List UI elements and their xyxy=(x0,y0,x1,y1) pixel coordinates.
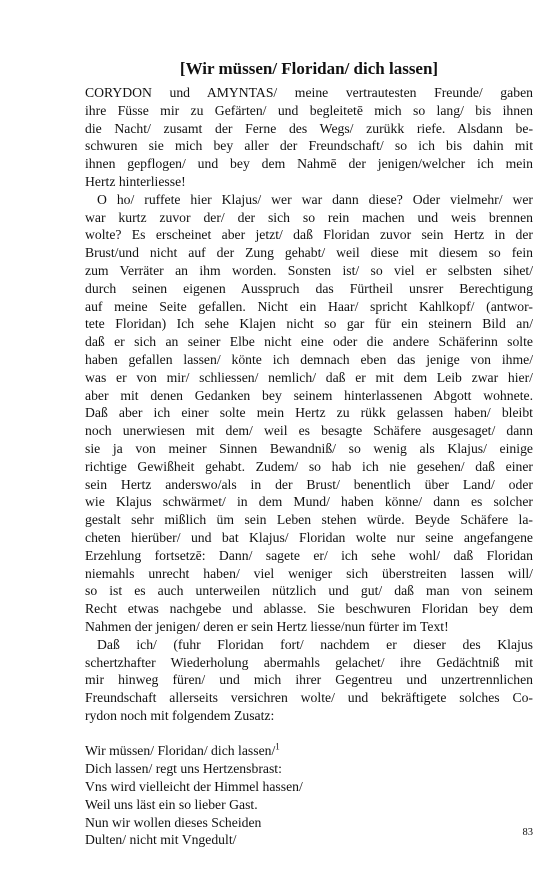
prose-line: Recht etwas nachgebe und ablasse. Sie beschwuren Floridan bey dem xyxy=(85,601,533,617)
prose-line: richtige Gewißheit gehabt. Zudem/ so hab ich nie gesehen/ daß einer xyxy=(85,458,533,474)
body-text xyxy=(85,84,533,849)
prose-line: O ho/ ruffete hier Klajus/ wer war dann diese? Oder vielmehr/ wer xyxy=(97,191,533,207)
section-title: [Wir müssen/ Floridan/ dich lassen] xyxy=(179,59,439,78)
prose-line: noch unerwiesen mit dem/ weil es besagte Schäfere ausgesaget/ dann xyxy=(85,423,533,439)
prose-line: was er von mir/ schliessen/ nemlich/ daß er mit dem Leib zwar hier/ xyxy=(85,369,533,385)
prose-line: ihnen gepflogen/ und bey dem Nahmē der jenigen/welcher ich mein xyxy=(85,156,533,172)
prose-line: Daß aber ich einer solte mein Hertz zu rükk gelassen haben/ bleibt xyxy=(85,405,533,421)
prose-line: sie ja von meiner Sinnen Bewandniß/ so wenig als Klajus/ einige xyxy=(85,440,533,456)
poem-line: Dich lassen/ regt uns Hertzensbrast: xyxy=(85,761,282,777)
page-number: 83 xyxy=(522,827,533,838)
prose-line: zum Verräter an ihm worden. Sonsten ist/ so viel er selbsten sihet/ xyxy=(85,262,533,278)
prose-line: mir hinweg füren/ und mich ihrer Gegentreu und unzertrennlichen xyxy=(85,672,533,688)
prose-line: wie Klajus schwärmet/ in dem Mund/ haben könne/ dann es solcher xyxy=(85,494,533,510)
prose-line: CORYDON und AMYNTAS/ meine vertrautesten Freunde/ gaben xyxy=(85,85,533,100)
prose-line: niemahls unrecht haben/ viel weniger sich überstreiten lassen will/ xyxy=(85,565,533,581)
prose-line: Brust/und nicht auf der Zung gehabt/ weil diese mit diesem so fein xyxy=(85,245,533,261)
prose-line: ihre Füsse mir zu Gefärten/ und begleitetē mich so lang/ bis ihnen xyxy=(85,102,533,118)
prose-line: cheten hierüber/ und bat Klajus/ Floridan wolte nur seine angefangene xyxy=(85,529,533,545)
poem-line: Weil uns läst ein so lieber Gast. xyxy=(85,796,258,812)
prose-line: durch seinen eigenen Ausspruch das Fürtheil unsrer Berechtigung xyxy=(85,280,533,296)
prose-line: rydon noch mit folgendem Zusatz: xyxy=(85,707,275,723)
prose-line: war kurtz zuvor der/ der sich so rein machen und weis brennen xyxy=(85,209,533,225)
prose-line: aber mit denen Gedanken bey seinem hinterlassenen Abgott wohnete. xyxy=(85,387,533,403)
prose-line: schwuren sie mich bey aller der Freundschaft/ so ich bis dahin mit xyxy=(85,138,533,154)
prose-line: auf meine Seite gefallen. Nicht ein Haar/ spricht Kahlkopf/ (antwor- xyxy=(85,298,533,314)
poem-line: Nun wir wollen dieses Scheiden xyxy=(85,814,262,830)
footnote-marker: 1 xyxy=(275,741,280,752)
prose-line: haben gefallen lassen/ könte ich demnach eben das jenige von ihme/ xyxy=(85,351,533,367)
prose-line: sein Hertz anderswo/als in der Brust/ benentlich über Land/ oder xyxy=(85,476,533,492)
poem-line-text: Wir müssen/ Floridan/ dich lassen/ xyxy=(85,743,276,759)
prose-line: so ist es auch unterweilen nützlich und gut/ daß man von seinem xyxy=(85,583,533,599)
prose-line: Hertz hinterliesse! xyxy=(85,173,186,189)
poem-first-line xyxy=(85,742,533,760)
poem-line: Vns wird vielleicht der Himmel hassen/ xyxy=(85,779,303,795)
prose-line: Nahmen der jenigen/ deren er sein Hertz liesse/nun fürter im Text! xyxy=(85,618,449,634)
prose-line: wolte? Es erscheinet aber jetzt/ daß Floridan zuvor sein Hertz in der xyxy=(85,227,533,243)
stanza-gap xyxy=(85,725,533,743)
prose-line: Freundschaft allerseits versichren wolte/ und bekräftigete solches Co- xyxy=(85,690,533,706)
prose-line: daß er sich an seiner Elbe nicht eine oder die andere Schäferinn solte xyxy=(85,334,533,350)
prose-line: Daß ich/ (fuhr Floridan fort/ nachdem er dieser des Klajus xyxy=(97,636,533,652)
prose-line: schertzhafter Wiederholung abermahls gelachet/ ihre Gedächtniß mit xyxy=(85,654,533,670)
prose-line: die Nacht/ zusamt der Ferne des Wegs/ zurükk riefe. Alsdann be- xyxy=(85,120,533,136)
poem-line: Dulten/ nicht mit Vngedult/ xyxy=(85,832,237,848)
prose-line: gestalt sehr mißlich üm sein Leben stehen würde. Beyde Schäfere la- xyxy=(85,512,533,528)
prose-line: Erzehlung fortsetzē: Dann/ sagete er/ ich sehe wohl/ daß Floridan xyxy=(85,547,533,563)
prose-line: tete Floridan) Ich sehe Klajen nicht so gar für ein steinern Bild an/ xyxy=(85,316,533,332)
